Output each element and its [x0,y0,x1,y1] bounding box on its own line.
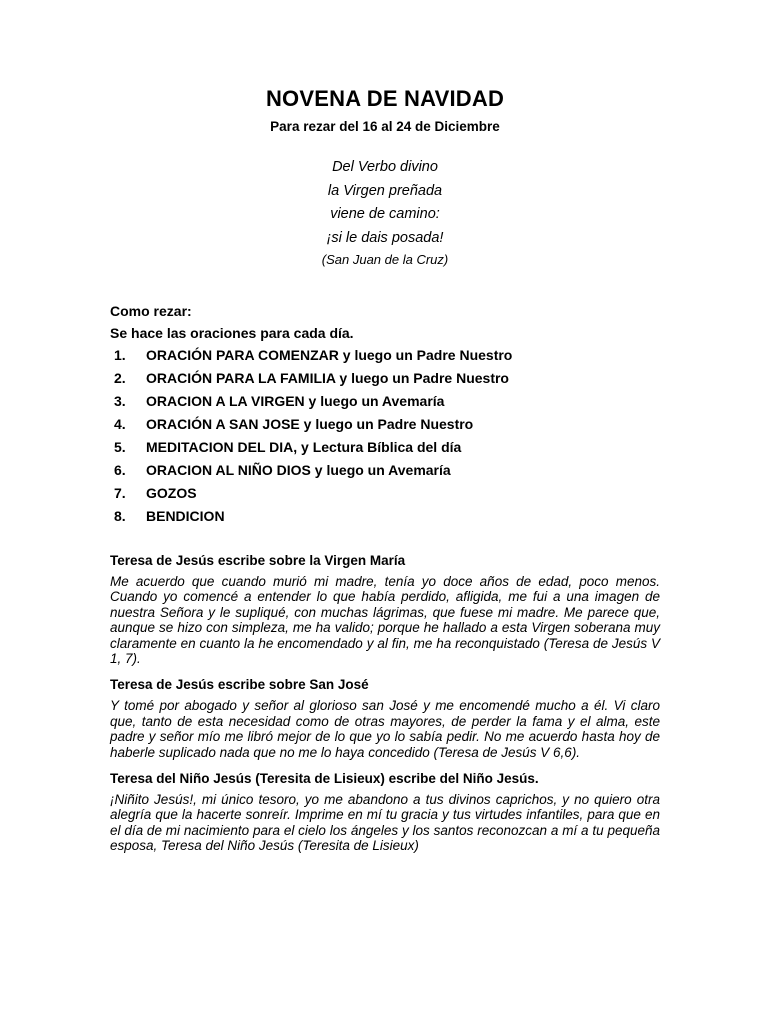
quote-heading: Teresa de Jesús escribe sobre San José [110,677,369,693]
how-to-pray-intro: Se hace las oraciones para cada día. [110,325,354,341]
prayer-step [110,459,660,482]
poem-line: la Virgen preñada [327,182,443,199]
prayer-step [110,367,660,390]
quote-heading: Teresa de Jesús escribe sobre la Virgen María [110,553,406,568]
prayer-steps-list [110,344,660,528]
quote-body: Y tomé por abogado y señor al glorioso san José y me encomendé mucho a él. Vi claro que, tanto de esta necesidad como de otras mayores, de perder la fama y el alma, este padre y señor mío me libró mejor de lo que yo lo sabía pedir. No me acuerdo hasta hoy de haberle suplicado nada que no me lo haya concedido (Teresa de Jesús V 6,6). [110,698,660,760]
how-to-pray-heading: Como rezar: [110,303,192,319]
poem [110,156,660,270]
document-title: NOVENA DE NAVIDAD [265,86,505,111]
step-number: 1. [114,347,126,363]
step-text: BENDICION [146,508,225,524]
step-text: ORACION A LA VIRGEN y luego un Avemaría [146,393,445,409]
prayer-step [110,344,660,367]
step-number: 8. [114,508,126,524]
step-text: ORACIÓN PARA COMENZAR y luego un Padre Nuestro [146,347,513,363]
how-to-pray-section [110,300,660,528]
poem-line: viene de camino: [330,206,440,222]
quote-heading: Teresa del Niño Jesús (Teresita de Lisieux) escribe del Niño Jesús. [110,771,539,787]
prayer-step [110,505,660,528]
step-number: 2. [114,370,126,386]
step-number: 4. [114,416,126,432]
step-text: MEDITACION DEL DIA, y Lectura Bíblica del día [146,439,462,455]
poem-line: Del Verbo divino [332,159,438,175]
step-text: ORACIÓN A SAN JOSE y luego un Padre Nuestro [146,416,474,432]
document-subtitle: Para rezar del 16 al 24 de Diciembre [270,119,500,134]
step-number: 7. [114,485,126,501]
step-number: 6. [114,462,126,478]
prayer-step [110,436,660,459]
step-text: ORACIÓN PARA LA FAMILIA y luego un Padre Nuestro [146,370,509,386]
quotes-section [110,552,660,854]
quote-body: ¡Niñito Jesús!, mi único tesoro, yo me abandono a tus divinos caprichos, y no quiero otra alegría que la hacerte sonreír. Imprime en mí tu gracia y tus virtudes infantiles, para que en el día de mi nacimiento para el cielo los ángeles y los santos reconozcan a mí a tu pequeña esposa, Teresa del Niño Jesús (Teresita de Lisieux) [110,792,660,854]
prayer-step [110,390,660,413]
step-text: GOZOS [146,485,197,501]
step-text: ORACION AL NIÑO DIOS y luego un Avemaría [146,462,451,478]
prayer-step [110,482,660,505]
poem-author: (San Juan de la Cruz) [321,252,449,267]
quote-body: Me acuerdo que cuando murió mi madre, tenía yo doce años de edad, poco menos. Cuando yo comencé a entender lo que había perdido, afligida, me fui a una imagen de nuestra Señora y le supliqué, con muchas lágrimas, que fuese mi madre. Me parece que, aunque se hizo con simpleza, me ha valido; porque he hallado a esta Virgen soberana muy claramente en cuanto la he encomendado y al fin, me ha reconquistado (Teresa de Jesús V 1, 7). [110,574,660,667]
step-number: 3. [114,393,126,409]
poem-line: ¡si le dais posada! [326,229,444,246]
prayer-step [110,413,660,436]
step-number: 5. [114,439,126,455]
